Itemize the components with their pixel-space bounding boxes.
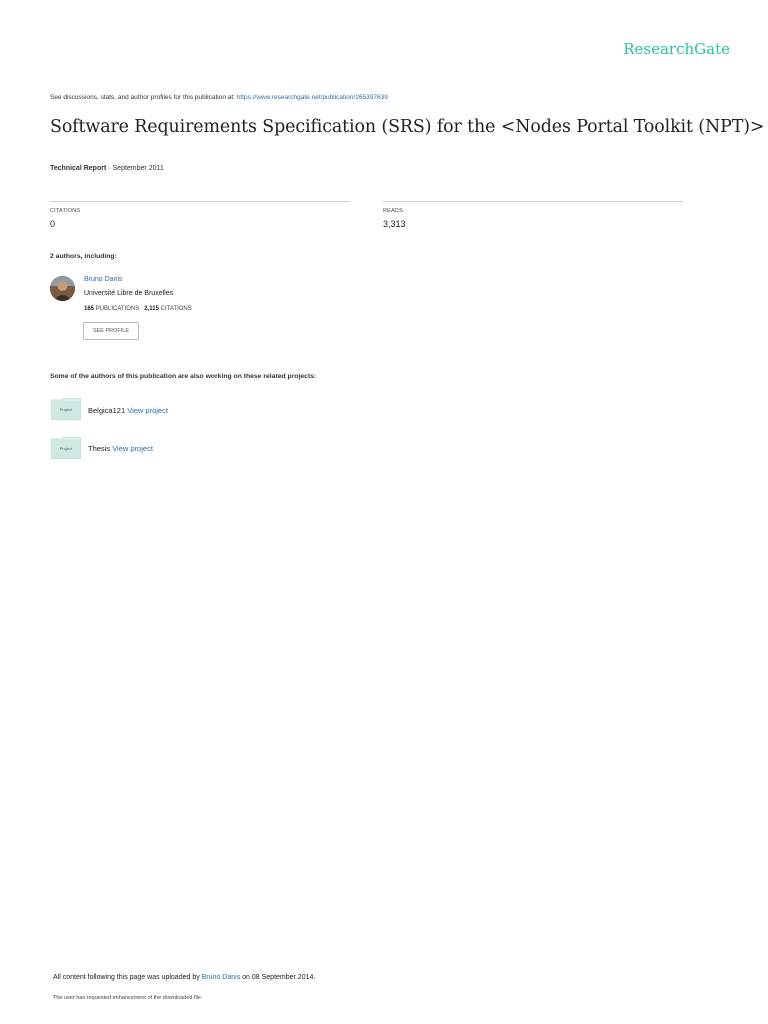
avatar[interactable] xyxy=(50,276,75,301)
publications-label: PUBLICATIONS xyxy=(95,306,140,312)
citations-divider xyxy=(50,201,350,202)
citations-label: CITATIONS xyxy=(50,208,81,214)
upload-suffix: on 08 September 2014. xyxy=(242,974,316,981)
publication-date: September 2011 xyxy=(112,165,164,172)
author-counts xyxy=(84,306,192,312)
author-citations-count: 2,115 xyxy=(144,306,159,312)
project-row-belgica xyxy=(88,406,168,415)
upload-note xyxy=(53,974,315,981)
author-affiliation: Université Libre de Bruxelles xyxy=(84,290,174,297)
author-name-link[interactable]: Bruno Danis xyxy=(84,276,123,283)
see-profile-button[interactable]: SEE PROFILE xyxy=(83,322,139,340)
meta-separator: · xyxy=(106,165,113,172)
discussion-line xyxy=(50,94,388,101)
view-project-link[interactable]: View project xyxy=(127,406,168,415)
project-item xyxy=(51,398,81,425)
publication-meta xyxy=(50,165,164,172)
project-name: Belgica121 xyxy=(88,406,126,415)
citations-value: 0 xyxy=(50,219,56,229)
publications-count: 165 xyxy=(84,306,95,312)
uploader-link[interactable]: Bruno Danis xyxy=(201,974,241,981)
author-photo-icon xyxy=(50,276,75,301)
projects-heading: Some of the authors of this publication are also working on these related projects: xyxy=(50,373,317,380)
request-note: The user has requested enhancement of the downloaded file. xyxy=(53,995,203,1001)
publication-title: Software Requirements Specification (SRS) for the <Nodes Portal Toolkit (NPT)> xyxy=(50,117,765,137)
project-icon-label: Project xyxy=(59,407,73,412)
authors-heading: 2 authors, including: xyxy=(50,253,117,260)
upload-prefix: All content following this page was uploaded by xyxy=(53,974,200,981)
project-item xyxy=(51,437,81,464)
reads-divider xyxy=(383,201,683,202)
reads-value: 3,313 xyxy=(383,219,406,229)
publication-url-link[interactable]: https://www.researchgate.net/publication/265397639 xyxy=(236,94,388,101)
publication-type: Technical Report xyxy=(50,165,107,172)
project-row-thesis xyxy=(88,444,153,453)
reads-label: READS xyxy=(383,208,403,214)
view-project-link[interactable]: View project xyxy=(112,444,153,453)
researchgate-logo[interactable]: ResearchGate xyxy=(623,40,730,58)
discussion-prefix: See discussions, stats, and author profiles for this publication at: xyxy=(50,94,235,101)
project-icon-label: Project xyxy=(59,446,73,451)
project-name: Thesis xyxy=(88,444,111,453)
author-citations-label: CITATIONS xyxy=(160,306,192,312)
